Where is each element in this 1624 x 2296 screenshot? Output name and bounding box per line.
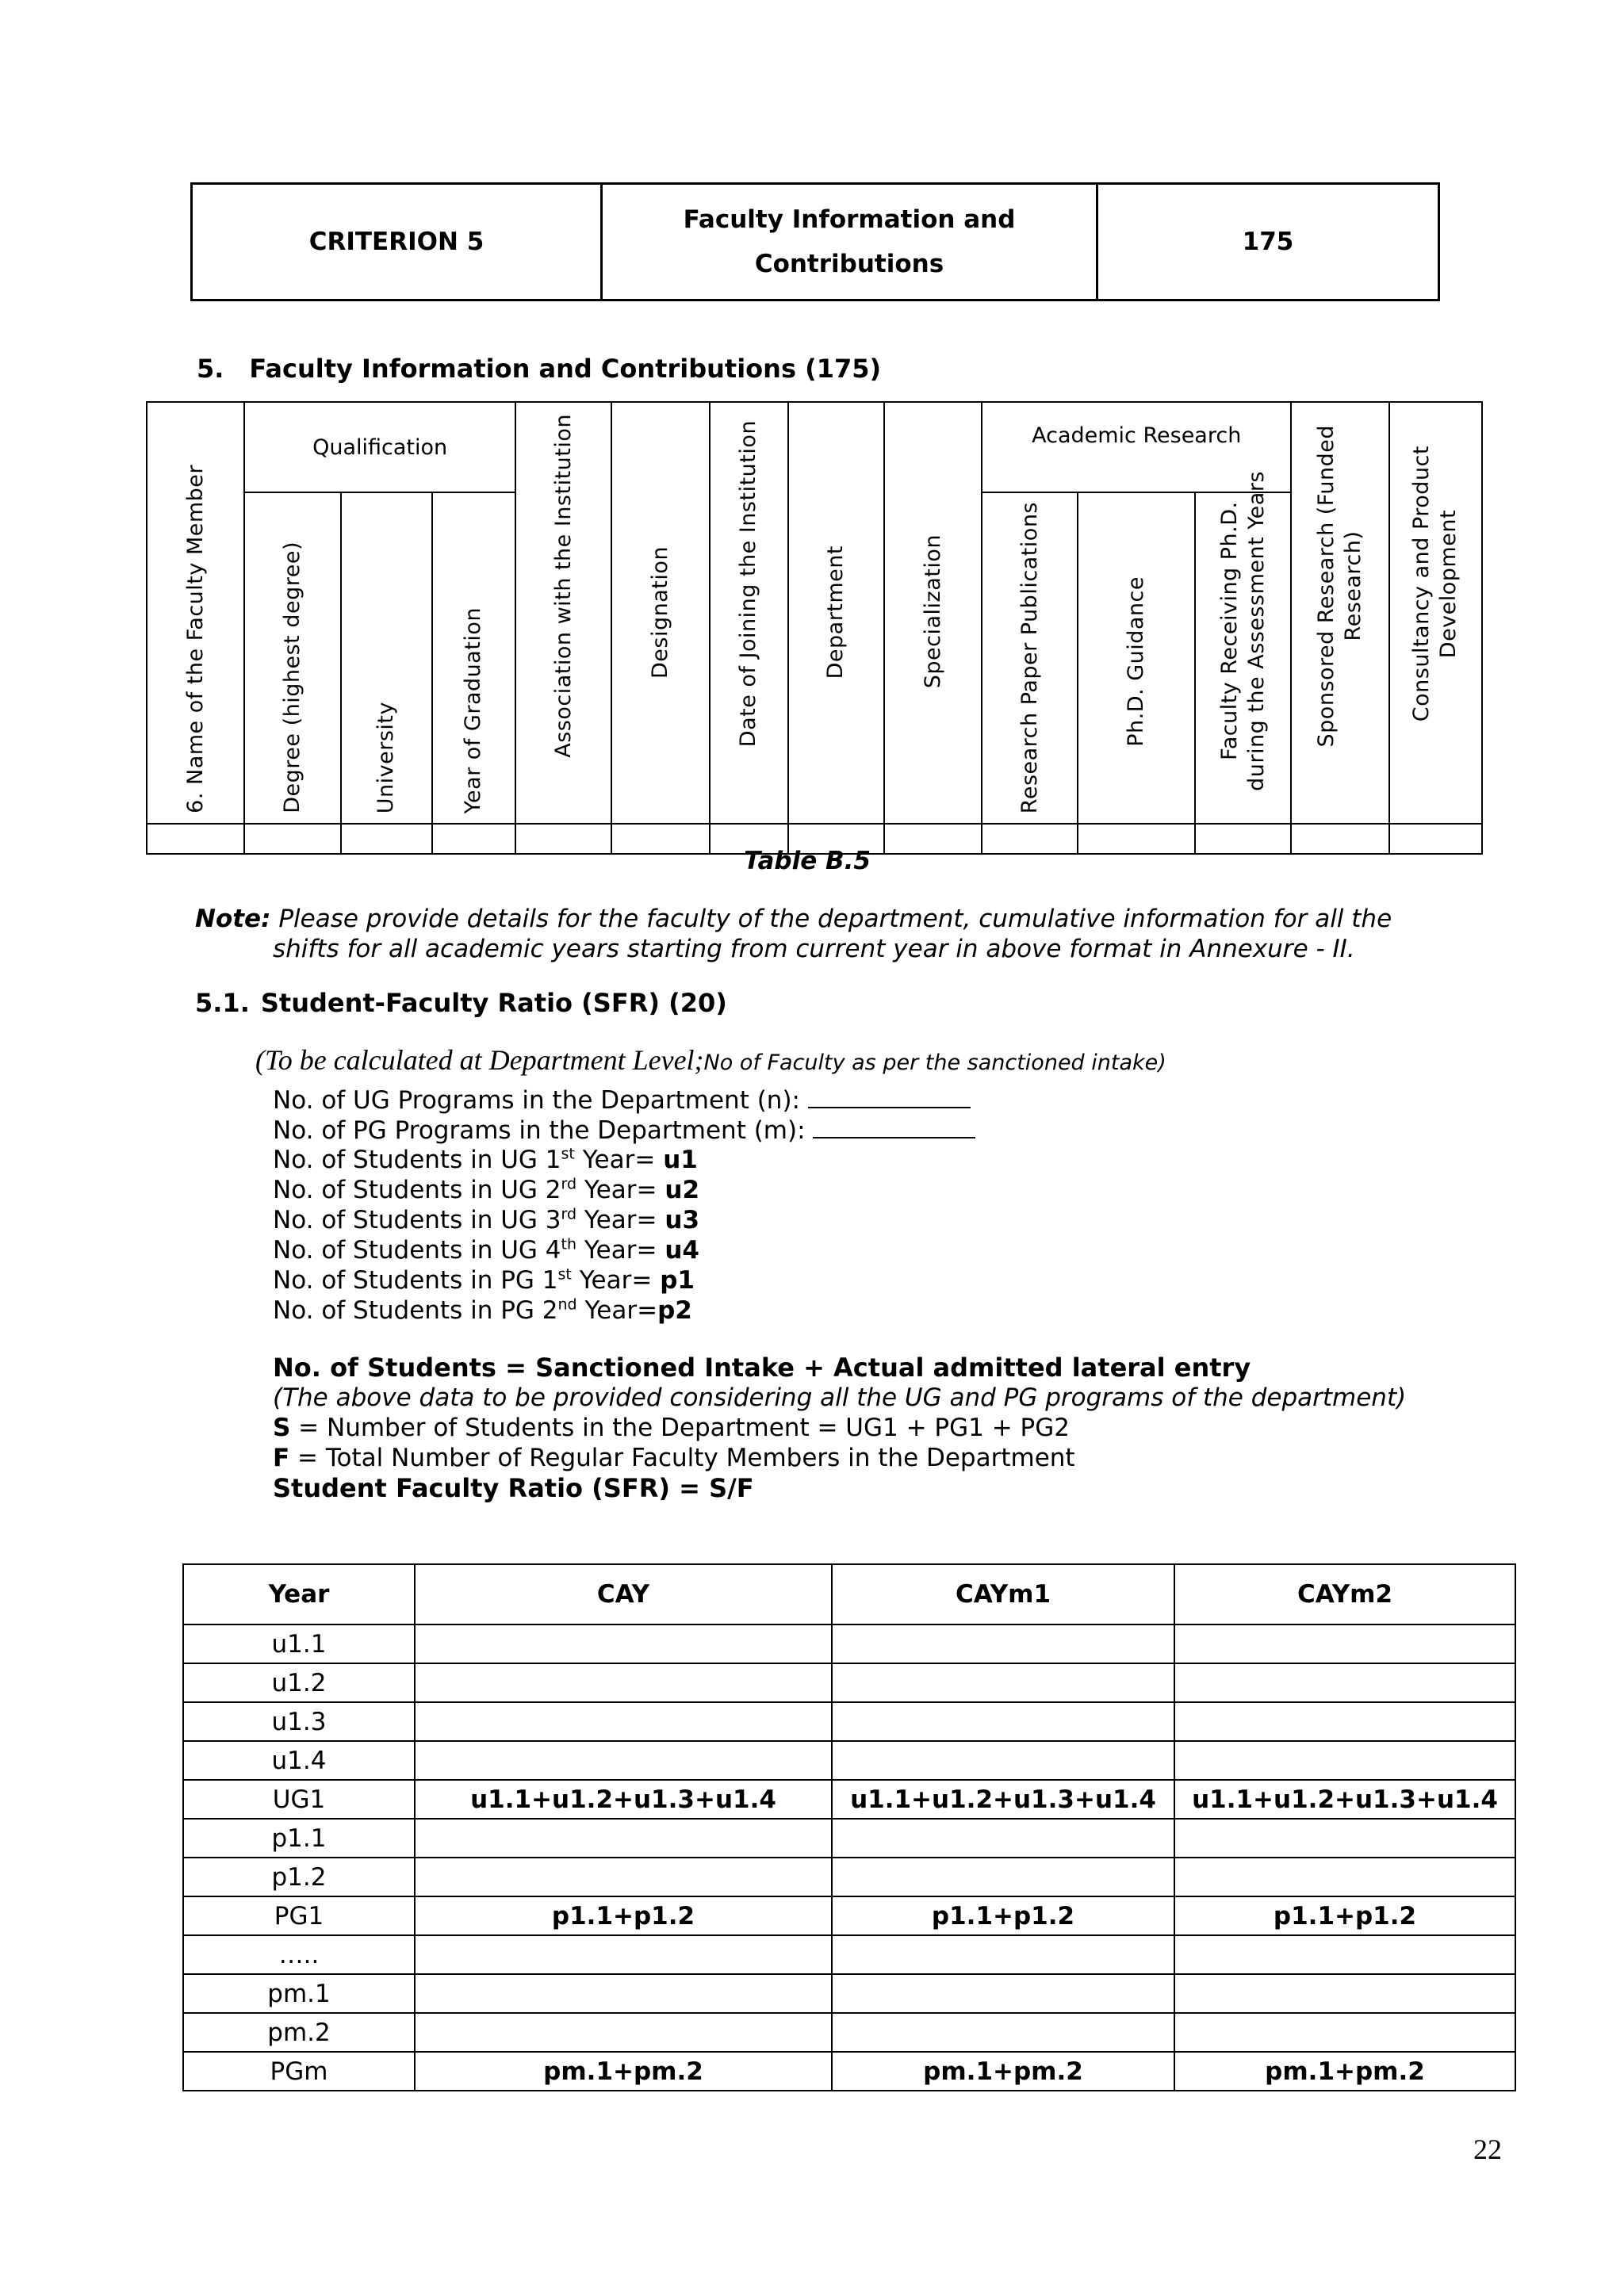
table-cell[interactable] (832, 1858, 1174, 1896)
table-cell[interactable] (1174, 1663, 1515, 1702)
criterion-title: Faculty Information and Contributions (602, 184, 1097, 300)
table-cell[interactable] (415, 1624, 832, 1663)
col-qualification: Qualification (244, 402, 515, 492)
table-cell: pm.1+pm.2 (1174, 2052, 1515, 2091)
faculty-table (146, 401, 1483, 855)
table-cell: u1.1+u1.2+u1.3+u1.4 (1174, 1780, 1515, 1819)
table-cell[interactable] (1078, 824, 1195, 854)
table-cell[interactable] (1174, 1974, 1515, 2013)
col-specialization: Specialization (884, 402, 982, 824)
table-row (183, 1780, 1515, 1819)
row-year-cell: UG1 (183, 1780, 415, 1819)
ug-programs-blank[interactable] (808, 1085, 971, 1108)
row-year-cell: PGm (183, 2052, 415, 2091)
student-count-line: No. of Students in UG 2rd Year= u2 (273, 1175, 700, 1204)
col-academic-research: Academic Research (982, 402, 1291, 492)
col-publications: Research Paper Publications (982, 492, 1078, 824)
table-cell[interactable] (415, 1663, 832, 1702)
table-cell: p1.1+p1.2 (832, 1896, 1174, 1935)
note: Note: Please provide details for the faculty of the department, cumulative information for all the (195, 905, 1392, 933)
table-cell: p1.1+p1.2 (1174, 1896, 1515, 1935)
section-5-heading: 5. Faculty Information and Contributions (175) (197, 354, 882, 384)
table-cell: pm.1+pm.2 (832, 2052, 1174, 2091)
page-number: 22 (1473, 2133, 1502, 2165)
table-cell[interactable] (1291, 824, 1388, 854)
row-year-cell: u1.1 (183, 1624, 415, 1663)
criterion-header (190, 182, 1440, 301)
table-cell[interactable] (515, 824, 611, 854)
table-cell[interactable] (415, 1702, 832, 1741)
header-caym1: CAYm1 (832, 1564, 1174, 1624)
table-cell[interactable] (832, 1935, 1174, 1974)
table-cell: u1.1+u1.2+u1.3+u1.4 (415, 1780, 832, 1819)
table-cell[interactable] (1174, 2013, 1515, 2052)
col-phd-guidance: Ph.D. Guidance (1078, 492, 1195, 824)
table-cell[interactable] (1174, 1624, 1515, 1663)
sfr-table (182, 1563, 1516, 2091)
pg-programs-line: No. of PG Programs in the Department (m): (273, 1115, 975, 1146)
col-consultancy: Consultancy and Product Development (1389, 402, 1482, 824)
table-cell[interactable] (415, 1858, 832, 1896)
table-row (183, 2013, 1515, 2052)
table-cell[interactable] (832, 1663, 1174, 1702)
data-note: (The above data to be provided considering all the UG and PG programs of the department) (273, 1383, 1407, 1412)
row-year-cell: p1.1 (183, 1819, 415, 1858)
col-phd-receiving: Faculty Receiving Ph.D. during the Assessment Years (1195, 492, 1291, 824)
table-row (183, 1974, 1515, 2013)
table-cell[interactable] (1174, 1819, 1515, 1858)
col-sponsored: Sponsored Research (Funded Research) (1291, 402, 1388, 824)
table-cell[interactable] (244, 824, 340, 854)
section-5-1-heading: 5.1. Student-Faculty Ratio (SFR) (20) (195, 988, 727, 1018)
table-cell[interactable] (147, 824, 244, 854)
table-cell[interactable] (982, 824, 1078, 854)
pg-programs-blank[interactable] (813, 1115, 975, 1138)
table-cell: p1.1+p1.2 (415, 1896, 832, 1935)
table-cell: pm.1+pm.2 (415, 2052, 832, 2091)
table-cell[interactable] (611, 824, 709, 854)
row-year-cell: ….. (183, 1935, 415, 1974)
table-cell[interactable] (832, 1974, 1174, 2013)
table-cell[interactable] (1174, 1702, 1515, 1741)
table-cell[interactable] (884, 824, 982, 854)
table-row (183, 1741, 1515, 1780)
col-year-graduation: Year of Graduation (432, 492, 515, 824)
row-year-cell: p1.2 (183, 1858, 415, 1896)
student-count-line: No. of Students in UG 3rd Year= u3 (273, 1205, 700, 1234)
table-cell[interactable] (832, 1741, 1174, 1780)
sfr-header-row (183, 1564, 1515, 1624)
row-year-cell: u1.3 (183, 1702, 415, 1741)
sfr-formula: Student Faculty Ratio (SFR) = S/F (273, 1473, 754, 1503)
formula-block (273, 1353, 1406, 1503)
f-definition: F = Total Number of Regular Faculty Members in the Department (273, 1444, 1075, 1472)
student-count-line: No. of Students in UG 4th Year= u4 (273, 1235, 699, 1265)
row-year-cell: pm.1 (183, 1974, 415, 2013)
table-cell[interactable] (415, 1819, 832, 1858)
student-count-line: No. of Students in PG 1st Year= p1 (273, 1265, 695, 1295)
header-year: Year (183, 1564, 415, 1624)
row-year-cell: u1.4 (183, 1741, 415, 1780)
table-cell[interactable] (432, 824, 515, 854)
student-count-list (273, 1145, 699, 1326)
students-definition: No. of Students = Sanctioned Intake + Actual admitted lateral entry (273, 1353, 1251, 1383)
sfr-table-body (183, 1624, 1515, 2091)
col-faculty-name: 6. Name of the Faculty Member (147, 402, 244, 824)
table-cell[interactable] (1195, 824, 1291, 854)
table-cell[interactable] (1174, 1935, 1515, 1974)
table-row (183, 1702, 1515, 1741)
col-date-joining: Date of Joining the Institution (710, 402, 788, 824)
table-row (183, 1819, 1515, 1858)
table-cell[interactable] (1174, 1858, 1515, 1896)
s-definition: S = Number of Students in the Department = UG1 + PG1 + PG2 (273, 1414, 1070, 1442)
table-cell[interactable] (832, 1819, 1174, 1858)
table-row (183, 1663, 1515, 1702)
table-cell[interactable] (1174, 1741, 1515, 1780)
table-cell[interactable] (1389, 824, 1482, 854)
header-caym2: CAYm2 (1174, 1564, 1515, 1624)
col-department: Department (788, 402, 884, 824)
table-cell: u1.1+u1.2+u1.3+u1.4 (832, 1780, 1174, 1819)
table-cell[interactable] (832, 2013, 1174, 2052)
header-cay: CAY (415, 1564, 832, 1624)
table-cell[interactable] (832, 1702, 1174, 1741)
row-year-cell: PG1 (183, 1896, 415, 1935)
col-university: University (341, 492, 432, 824)
table-row (183, 1624, 1515, 1663)
ug-programs-line: No. of UG Programs in the Department (n): (273, 1085, 971, 1115)
table-row (183, 1896, 1515, 1935)
col-association: Association with the Institution (515, 402, 611, 824)
calculation-note: (To be calculated at Department Level;No of Faculty as per the sanctioned intake) (255, 1044, 1166, 1076)
table-row (183, 2052, 1515, 2091)
table-cell[interactable] (415, 2013, 832, 2052)
criterion-label: CRITERION 5 (192, 184, 602, 300)
table-row (183, 1858, 1515, 1896)
student-count-line: No. of Students in PG 2nd Year=p2 (273, 1295, 692, 1325)
table-cell[interactable] (415, 1741, 832, 1780)
row-year-cell: pm.2 (183, 2013, 415, 2052)
table-cell[interactable] (832, 1624, 1174, 1663)
table-caption: Table B.5 (744, 847, 871, 875)
row-year-cell: u1.2 (183, 1663, 415, 1702)
note-continued: shifts for all academic years starting from current year in above format in Annexure - II. (273, 935, 1355, 963)
col-designation: Designation (611, 402, 709, 824)
col-degree: Degree (highest degree) (244, 492, 340, 824)
table-cell[interactable] (415, 1935, 832, 1974)
table-cell[interactable] (341, 824, 432, 854)
student-count-line: No. of Students in UG 1st Year= u1 (273, 1145, 698, 1174)
criterion-marks: 175 (1097, 184, 1439, 300)
table-row (183, 1935, 1515, 1974)
table-cell[interactable] (415, 1974, 832, 2013)
